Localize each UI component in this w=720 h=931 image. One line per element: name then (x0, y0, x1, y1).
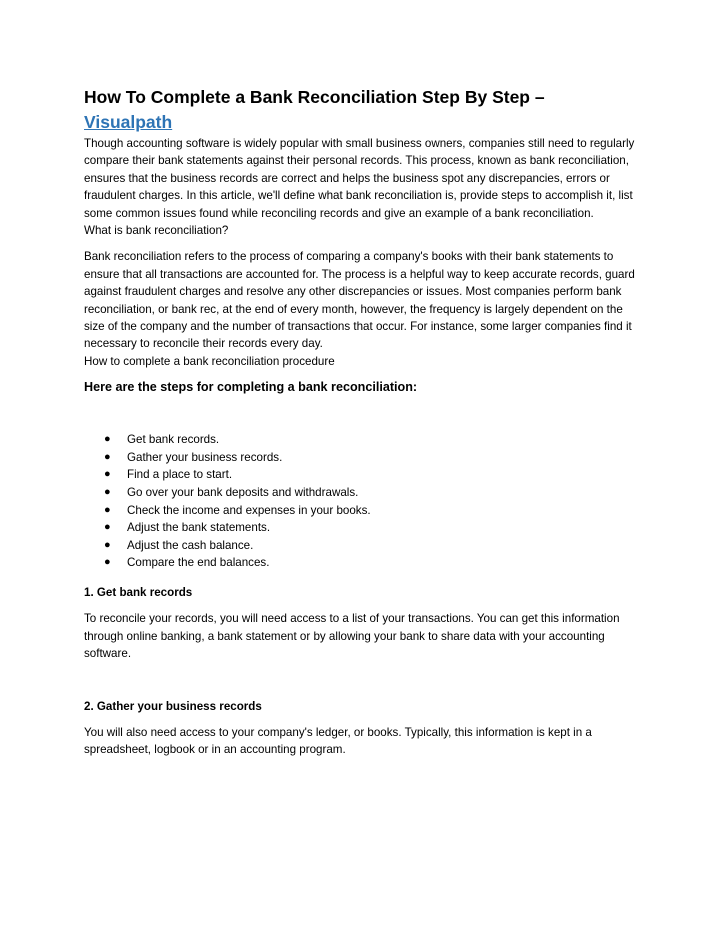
section2-heading: 2. Gather your business records (84, 699, 262, 713)
step-text: Check the income and expenses in your books. (127, 503, 371, 517)
visualpath-link[interactable]: Visualpath (84, 112, 173, 132)
bullet-icon: ● (104, 450, 111, 463)
bullet-icon: ● (104, 486, 111, 499)
list-item (84, 554, 644, 572)
step-text: Find a place to start. (127, 468, 233, 482)
step-text: Adjust the cash balance. (127, 538, 254, 552)
list-item (84, 449, 644, 467)
intro-paragraph: Though accounting software is widely popular with small business owners, companies still need to regularly compare their bank statements against their personal records. This process, known as bank reconciliation, ensures that the business records are correct and helps the business spot any discrepancies, errors or fraudulent charges. In this article, we'll define what bank reconciliation is, provide steps to accomplish it, list some common issues found while reconciling records and give an example of a bank reconciliation. (84, 137, 635, 220)
list-item (84, 502, 644, 520)
what-is-question: What is bank reconciliation? (84, 224, 229, 238)
step-text: Get bank records. (127, 433, 220, 447)
list-item (84, 484, 644, 502)
bullet-icon: ● (104, 503, 111, 516)
section1-paragraph: To reconcile your records, you will need access to a list of your transactions. You can get this information through online banking, a bank statement or by allowing your bank to share data with your accounting software. (84, 612, 620, 661)
list-item (84, 466, 644, 484)
steps-heading: Here are the steps for completing a bank reconciliation: (84, 380, 418, 395)
bullet-icon: ● (104, 433, 111, 446)
list-item (84, 537, 644, 555)
step-text: Adjust the bank statements. (127, 521, 271, 535)
bullet-icon: ● (104, 538, 111, 551)
definition-paragraph: Bank reconciliation refers to the process of comparing a company's books with their bank statements to ensure that all transactions are accounted for. The process is a helpful way to keep accurate records, guard against fraudulent charges and resolve any other discrepancies or issues. Most companies perform bank reconciliation, or bank rec, at the end of every month, however, the frequency is largely dependent on the size of the company and the number of transactions that occur. For instance, some larger companies find it necessary to reconcile their records every day. (84, 250, 635, 351)
title-text: How To Complete a Bank Reconciliation Step By Step – (84, 87, 545, 107)
document-title (84, 85, 644, 135)
step-text: Compare the end balances. (127, 556, 270, 570)
bullet-icon: ● (104, 556, 111, 569)
step-text: Gather your business records. (127, 450, 283, 464)
step-text: Go over your bank deposits and withdrawals. (127, 486, 359, 500)
bullet-icon: ● (104, 521, 111, 534)
steps-list (84, 431, 644, 572)
list-item (84, 519, 644, 537)
bullet-icon: ● (104, 468, 111, 481)
list-item (84, 431, 644, 449)
section2-paragraph: You will also need access to your company's ledger, or books. Typically, this information is kept in a spreadsheet, logbook or in an accounting program. (84, 726, 592, 757)
document-page (84, 85, 644, 759)
how-to-question: How to complete a bank reconciliation procedure (84, 354, 335, 368)
section1-heading: 1. Get bank records (84, 586, 193, 600)
